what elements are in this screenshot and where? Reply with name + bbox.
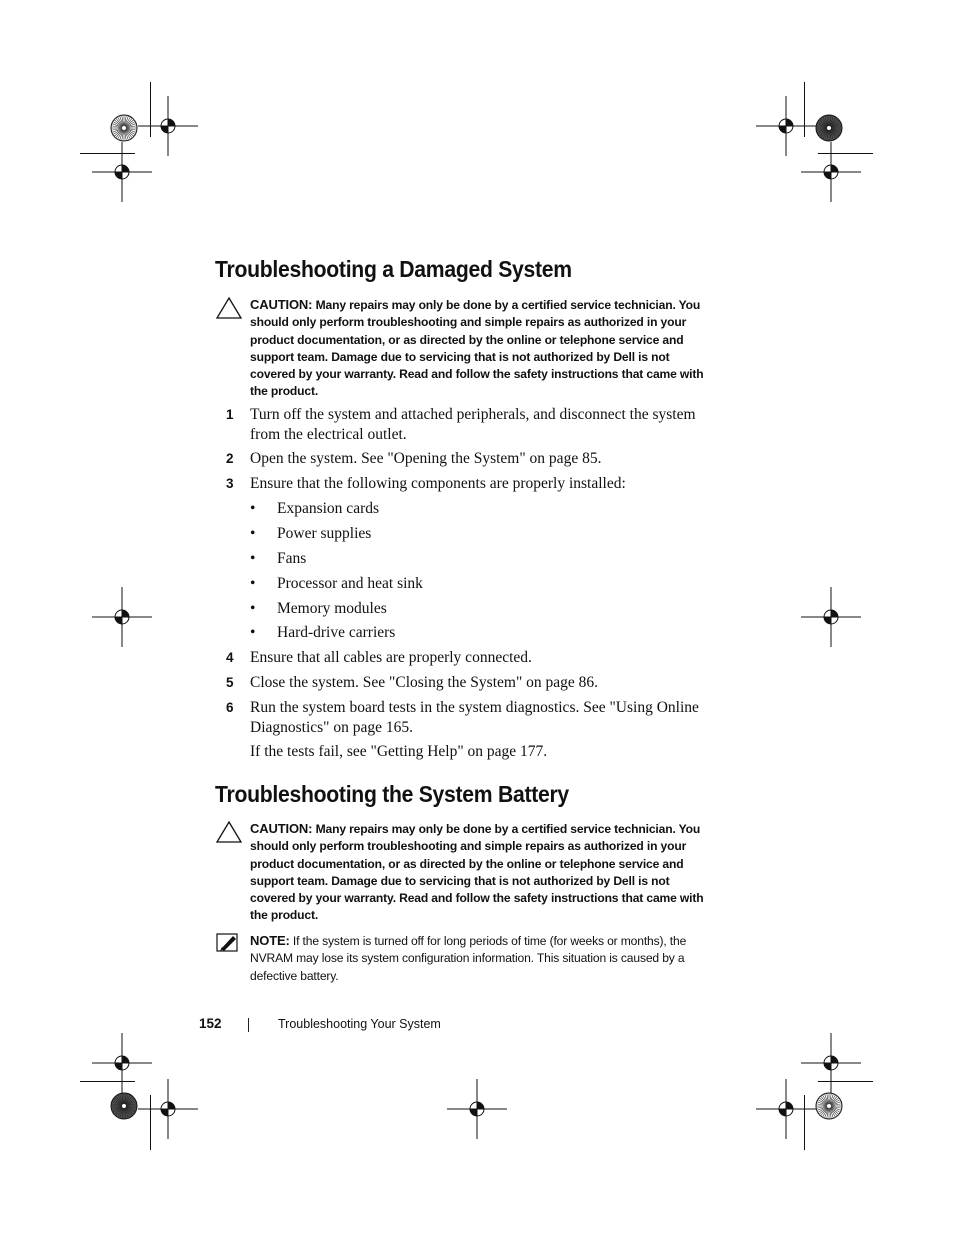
color-target-icon	[110, 1092, 138, 1120]
component-name: Hard-drive carriers	[277, 624, 396, 641]
crop-line	[150, 1095, 151, 1150]
step-text: Open the system. See "Opening the System" on page 85.	[250, 450, 602, 467]
component-name: Expansion cards	[277, 500, 380, 517]
color-target-icon	[815, 114, 843, 142]
step-text: Ensure that the following components are properly installed:	[250, 475, 626, 492]
registration-mark-icon	[92, 142, 152, 202]
chapter-title: Troubleshooting Your System	[278, 1017, 441, 1031]
caution-triangle-icon	[215, 820, 243, 849]
step-number: 1	[226, 407, 234, 422]
step-number: 4	[226, 650, 234, 665]
crop-line	[818, 153, 873, 154]
caution-text: Many repairs may only be done by a certified service technician. You should only perform troubleshooting and simple repairs as authorized in your product documentation, or as directed by the online or telephone service and support team. Damage due to servicing that is not authorized by Dell is not covered by your warranty. Read and follow the safety instructions that came with the product.	[250, 822, 704, 923]
footer-divider	[248, 1018, 249, 1032]
section-title-system-battery: Troubleshooting the System Battery	[215, 781, 569, 807]
crop-line	[150, 82, 151, 137]
component-name: Processor and heat sink	[277, 575, 423, 592]
step-number: 3	[226, 476, 234, 491]
component-name: Fans	[277, 550, 307, 567]
followup-text: If the tests fail, see "Getting Help" on page 177.	[250, 743, 548, 760]
step-text: Close the system. See "Closing the System" on page 86.	[250, 674, 599, 691]
color-target-icon	[815, 1092, 843, 1120]
crop-line	[80, 153, 135, 154]
caution-text: Many repairs may only be done by a certified service technician. You should only perform troubleshooting and simple repairs as authorized in your product documentation, or as directed by the online or telephone service and support team. Damage due to servicing that is not authorized by Dell is not covered by your warranty. Read and follow the safety instructions that came with the product.	[250, 298, 704, 399]
caution-label: CAUTION:	[250, 821, 313, 836]
registration-mark-icon	[756, 1079, 816, 1139]
component-name: Power supplies	[277, 525, 372, 542]
caution-triangle-icon	[215, 296, 243, 325]
color-target-icon	[110, 114, 138, 142]
registration-mark-icon	[138, 1079, 198, 1139]
step-text: Ensure that all cables are properly connected.	[250, 649, 532, 666]
registration-mark-icon	[801, 587, 861, 647]
crop-line	[804, 82, 805, 137]
note-pencil-icon	[215, 932, 241, 959]
section-title-damaged-system: Troubleshooting a Damaged System	[215, 256, 572, 282]
crop-line	[818, 1081, 873, 1082]
page-number: 152	[199, 1016, 222, 1031]
step-number: 6	[226, 700, 234, 715]
component-name: Memory modules	[277, 600, 387, 617]
registration-mark-icon	[92, 587, 152, 647]
step-number: 5	[226, 675, 234, 690]
crop-line	[80, 1081, 135, 1082]
step-text: Turn off the system and attached peripherals, and disconnect the system from the electrical outlet.	[250, 406, 696, 443]
manual-page: Troubleshooting a Damaged System CAUTION: Many repairs may only be done by a certified service technician. You should only perform troubleshooting and simple repairs as authorized in your product documentation, or as directed by the online or telephone service and support team. Damage due to servicing that is not authorized by Dell is not covered by your warranty. Read and follow the safety instructions that came with the product. 1 Turn off the system and attached peripherals, and disconnect the system from the electrical outlet. 2 Open the system. See "Opening the System" on page 85. 3 Ensure that the following components are properly installed: • Expansion cards • Power supplies • Fans • Processor and heat sink • Memory modules • Hard-drive carriers 4 Ensure that all cables are properly connected. 5 Close the system. See "Closing the System" on page 86. 6 Run the system board tests in the system diagnostics. See "Using Online Diagnostics" on page 165. If the tests fail, see "Getting Help" on page 177. Troubleshooting the System Battery CAUTION: Many repairs may only be done by a certified service technician. You should only perform troubleshooting and simple repairs as authorized in your product documentation, or as directed by the online or telephone service and support team. Damage due to servicing that is not authorized by Dell is not covered by your warranty. Read and follow the safety instructions that came with the product. NOTE: If the system is turned off for long periods of time (for weeks or months), the NVRAM may lose its system configuration information. This situation is caused by a defective battery. 152 Troubleshooting Your System	[0, 0, 954, 1235]
registration-mark-icon	[801, 142, 861, 202]
step-number: 2	[226, 451, 234, 466]
registration-mark-icon	[447, 1079, 507, 1139]
note-label: NOTE:	[250, 933, 290, 948]
crop-line	[804, 1095, 805, 1150]
step-text: Run the system board tests in the system diagnostics. See "Using Online Diagnostics" on page 165.	[250, 699, 699, 736]
note-text: If the system is turned off for long periods of time (for weeks or months), the NVRAM may lose its system configuration information. This situation is caused by a defective battery.	[250, 934, 687, 983]
caution-label: CAUTION:	[250, 297, 313, 312]
